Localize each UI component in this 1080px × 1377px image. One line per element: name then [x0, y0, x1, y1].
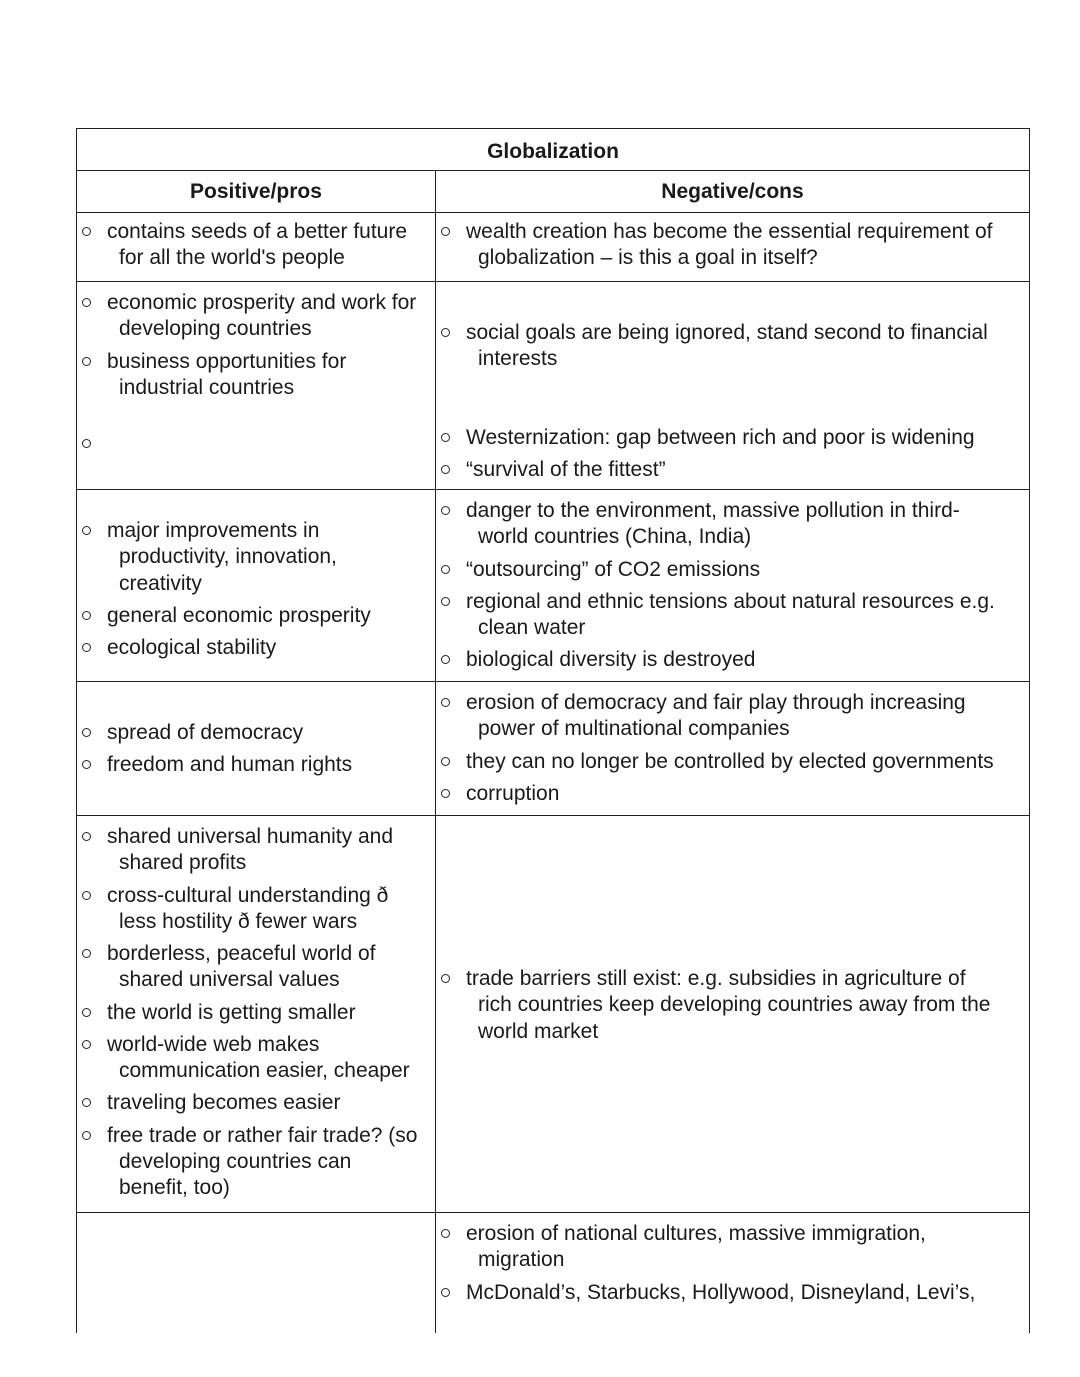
item-line: globalization – is this a goal in itself? [478, 246, 818, 270]
pros-cell [77, 213, 436, 282]
table-row [77, 816, 1030, 1213]
cons-list [436, 498, 1029, 674]
item-line: contains seeds of a better future [107, 220, 408, 243]
list-item [436, 320, 1029, 373]
pros-list [77, 720, 435, 779]
item-line: ecological stability [107, 636, 277, 659]
pros-cell [77, 282, 436, 490]
item-line: general economic prosperity [107, 603, 371, 627]
item-line: regional and ethnic tensions about natural resources e.g. [466, 589, 995, 613]
list-item [436, 589, 1029, 642]
list-item [77, 824, 435, 877]
item-line: benefit, too) [119, 1176, 230, 1199]
list-item [436, 219, 1029, 272]
cons-header: Negative/cons [661, 180, 804, 203]
item-line: communication easier, cheaper [119, 1059, 410, 1082]
item-line: trade barriers still exist: e.g. subsidies in agriculture of [466, 967, 966, 990]
cons-list [436, 320, 1029, 483]
item-line: erosion of national cultures, massive immigration, [466, 1222, 926, 1245]
list-item [77, 1123, 435, 1202]
globalization-table [76, 128, 1030, 1333]
cons-list [436, 690, 1029, 807]
item-line: free trade or rather fair trade? (so [107, 1123, 418, 1147]
item-line: developing countries [119, 317, 312, 341]
item-line: world countries (China, India) [478, 525, 752, 549]
table-body [77, 213, 1030, 1333]
list-item [436, 1221, 1029, 1274]
item-line: the world is getting smaller [107, 1000, 356, 1024]
item-line: McDonald’s, Starbucks, Hollywood, Disneyland, Levi’s, [466, 1280, 976, 1304]
cons-cell [436, 816, 1030, 1213]
pros-cell [77, 682, 436, 816]
pros-cell [77, 490, 436, 682]
cons-list [436, 219, 1029, 272]
pros-list [77, 824, 435, 1201]
item-line: “outsourcing” of CO2 emissions [466, 557, 761, 581]
item-line: rich countries keep developing countries away from the [478, 993, 991, 1017]
item-line: economic prosperity and work for [107, 291, 417, 314]
list-item [77, 1000, 435, 1026]
item-line: power of multinational companies [478, 717, 790, 741]
item-line: shared universal humanity and [107, 825, 394, 848]
cons-list [436, 966, 1029, 1045]
item-line: traveling becomes easier [107, 1091, 341, 1115]
list-item [436, 966, 1029, 1045]
list-item [77, 635, 435, 661]
cons-cell [436, 282, 1030, 490]
list-item [77, 219, 435, 272]
item-line: migration [478, 1248, 565, 1272]
item-line: borderless, peaceful world of [107, 942, 376, 965]
list-item [77, 883, 435, 936]
item-line: cross-cultural understanding ð [107, 883, 389, 907]
item-line: world-wide web makes [107, 1032, 320, 1056]
list-item [77, 941, 435, 994]
list-item [77, 290, 435, 343]
item-line: corruption [466, 781, 560, 805]
item-line: Westernization: gap between rich and poor is widening [466, 425, 975, 449]
item-line: major improvements in [107, 519, 320, 542]
cons-list [436, 1221, 1029, 1306]
table-row [77, 490, 1030, 682]
table-row [77, 1213, 1030, 1333]
cons-cell [436, 1213, 1030, 1333]
item-line: business opportunities for [107, 349, 347, 373]
pros-cell [77, 1213, 436, 1333]
cons-cell [436, 682, 1030, 816]
list-item [436, 425, 1029, 451]
list-item [77, 1032, 435, 1085]
table-row [77, 282, 1030, 490]
item-line: biological diversity is destroyed [466, 648, 756, 672]
pros-list [77, 290, 435, 455]
pros-header-cell [77, 171, 436, 213]
list-item [436, 498, 1029, 551]
item-line: creativity [119, 571, 202, 595]
list-item [77, 1090, 435, 1116]
item-line: social goals are being ignored, stand second to financial [466, 321, 988, 344]
list-item [436, 647, 1029, 673]
item-line: shared profits [119, 851, 247, 875]
list-item [77, 720, 435, 746]
table-title: Globalization [487, 140, 619, 163]
item-line: interests [478, 347, 558, 371]
item-line: they can no longer be controlled by elected governments [466, 749, 994, 773]
cons-cell [436, 213, 1030, 282]
list-item [77, 603, 435, 629]
list-item [77, 518, 435, 597]
cons-header-cell [436, 171, 1030, 213]
pros-list [77, 219, 435, 272]
item-line: spread of democracy [107, 721, 304, 744]
list-item [436, 781, 1029, 807]
list-item [77, 431, 435, 455]
list-item [436, 690, 1029, 743]
item-line: “survival of the fittest” [466, 457, 666, 481]
list-item [436, 1280, 1029, 1306]
item-line: developing countries can [119, 1149, 352, 1173]
pros-header: Positive/pros [190, 180, 322, 203]
item-line: danger to the environment, massive pollution in third- [466, 499, 960, 522]
item-line: less hostility ð fewer wars [119, 909, 358, 933]
list-item [436, 749, 1029, 775]
item-line: erosion of democracy and fair play through increasing [466, 691, 966, 714]
item-line: freedom and human rights [107, 753, 353, 777]
list-item [436, 557, 1029, 583]
item-line: world market [478, 1019, 599, 1043]
cons-cell [436, 490, 1030, 682]
item-line: for all the world's people [119, 246, 345, 270]
item-line: productivity, innovation, [119, 545, 337, 569]
pros-list [77, 518, 435, 661]
list-item [77, 349, 435, 402]
table-row [77, 682, 1030, 816]
pros-cell [77, 816, 436, 1213]
table-row [77, 213, 1030, 282]
item-line: clean water [478, 616, 586, 639]
item-line: industrial countries [119, 375, 295, 399]
list-item [436, 457, 1029, 483]
table-title-cell [77, 129, 1030, 171]
item-line: wealth creation has become the essential requirement of [466, 220, 993, 243]
item-line: shared universal values [119, 968, 340, 992]
list-item [77, 752, 435, 778]
